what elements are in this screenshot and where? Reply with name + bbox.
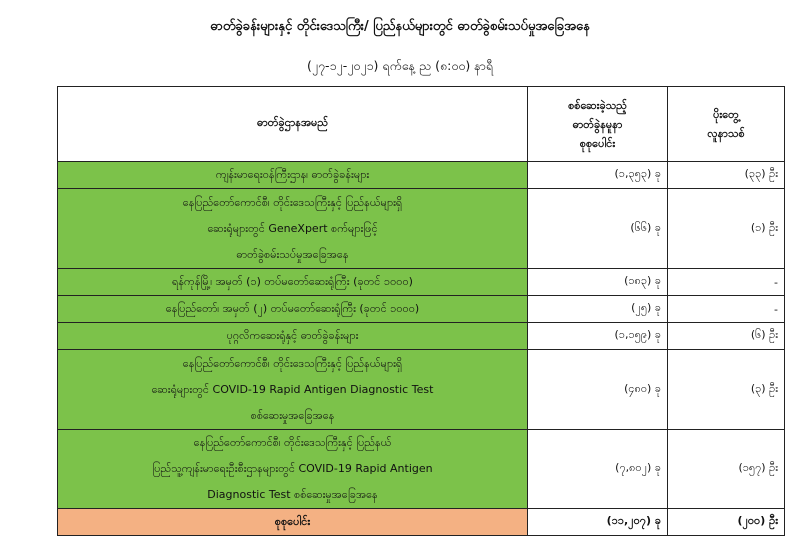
table-row <box>58 162 785 189</box>
row-tests: (၆၆) ခု <box>528 189 668 269</box>
row-positive: (၃၃) ဦး <box>668 162 785 189</box>
row-lab-name: နေပြည်တော်ကောင်စီ၊ တိုင်းဒေသကြီးနှင့် ပြည်နယ်များရှိ ဆေးရုံများတွင် COVID-19 Rapid Antigen Diagnostic Test စစ်ဆေးမှုအခြေအနေ <box>58 350 528 430</box>
row-positive: (၃) ဦး <box>668 350 785 430</box>
row-positive: - <box>668 269 785 296</box>
total-positive: (၂၀၀) ဦး <box>668 509 785 536</box>
row-tests: (၄၈၀) ခု <box>528 350 668 430</box>
row-positive: (၆) ဦး <box>668 323 785 350</box>
table-row <box>58 323 785 350</box>
row-positive: (၁၅၇) ဦး <box>668 430 785 509</box>
header-positive: ပိုးတွေ့ လူနာသစ် <box>668 87 785 162</box>
row-tests: (၁,၁၅၉) ခု <box>528 323 668 350</box>
results-table <box>57 86 785 536</box>
table-row <box>58 189 785 269</box>
row-lab-name: ကျန်းမာရေးဝန်ကြီးဌာန၊ ဓာတ်ခွဲခန်းများ <box>58 162 528 189</box>
row-tests: (၂၅) ခု <box>528 296 668 323</box>
table-row <box>58 350 785 430</box>
row-positive: (၁) ဦး <box>668 189 785 269</box>
table-row <box>58 430 785 509</box>
table-row <box>58 269 785 296</box>
table-row <box>58 296 785 323</box>
total-label: စုစုပေါင်း <box>58 509 528 536</box>
total-tests: (၁၁,၂၀၇) ခု <box>528 509 668 536</box>
row-lab-name: နေပြည်တော်ကောင်စီ၊ တိုင်းဒေသကြီးနှင့် ပြည်နယ် ပြည်သူ့ကျန်းမာရေးဦးစီးဌာနများတွင် COVID-19 Rapid Antigen Diagnostic Test စစ်ဆေးမှုအခြေအနေ <box>58 430 528 509</box>
report-title: ဓာတ်ခွဲခန်းများနှင့် တိုင်းဒေသကြီး/ ပြည်နယ်များတွင် ဓာတ်ခွဲစမ်းသပ်မှုအခြေအနေ <box>210 19 590 34</box>
row-positive: - <box>668 296 785 323</box>
row-lab-name: ရန်ကုန်မြို့၊ အမှတ် (၁) တပ်မတော်ဆေးရုံကြီး (ခုတင် ၁၀၀၀) <box>58 269 528 296</box>
total-row <box>58 509 785 536</box>
row-lab-name: နေပြည်တော်၊ အမှတ် (၂) တပ်မတော်ဆေးရုံကြီး (ခုတင် ၁၀၀၀) <box>58 296 528 323</box>
table-header-row <box>58 87 785 162</box>
row-tests: (၁,၃၅၃) ခု <box>528 162 668 189</box>
header-tests: စစ်ဆေးခဲ့သည့် ဓာတ်ခွဲနမူနာ စုစုပေါင်း <box>528 87 668 162</box>
header-lab-name: ဓာတ်ခွဲဌာနအမည် <box>58 87 528 162</box>
row-tests: (၇,၈၀၂) ခု <box>528 430 668 509</box>
row-lab-name: ပုဂ္ဂလိကဆေးရုံနှင့် ဓာတ်ခွဲခန်းများ <box>58 323 528 350</box>
row-tests: (၁၈၃) ခု <box>528 269 668 296</box>
row-lab-name: နေပြည်တော်ကောင်စီ၊ တိုင်းဒေသကြီးနှင့် ပြည်နယ်များရှိ ဆေးရုံများတွင် GeneXpert စက်များဖြင့် ဓာတ်ခွဲစမ်းသပ်မှုအခြေအနေ <box>58 189 528 269</box>
report-subtitle: (၂၇-၁၂-၂၀၂၁) ရက်နေ့ ည (၈:၀၀) နာရီ <box>306 58 494 73</box>
